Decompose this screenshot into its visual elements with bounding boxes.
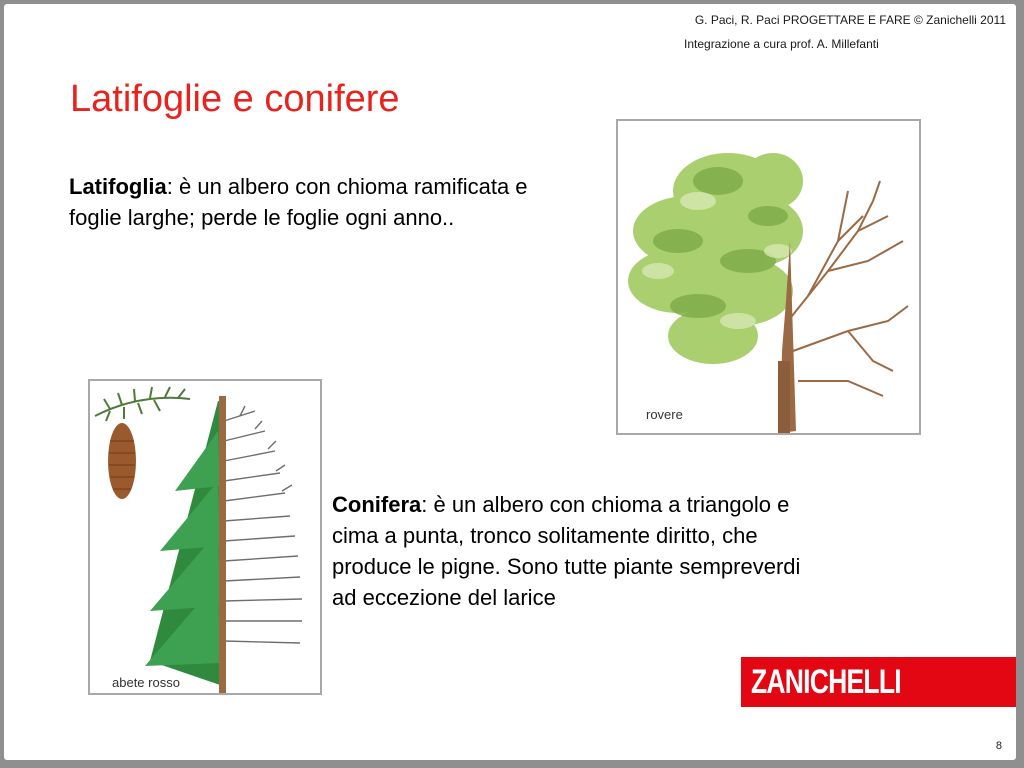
rovere-caption: rovere xyxy=(646,407,683,422)
zanichelli-logo-text: ZANICHELLI xyxy=(751,663,901,701)
latifoglia-paragraph xyxy=(69,171,569,233)
abete-caption: abete rosso xyxy=(112,675,180,690)
latifoglia-term: Latifoglia xyxy=(69,174,167,199)
slide xyxy=(4,4,1016,760)
rovere-image xyxy=(616,119,921,435)
integration-line: Integrazione a cura prof. A. Millefanti xyxy=(684,37,879,51)
page-number: 8 xyxy=(995,740,1002,752)
conifera-text: : è un albero con chioma a triangolo e cima a punta, tronco solitamente diritto, che produce le pigne. Sono tutte piante sempreverdi ad eccezione del larice xyxy=(332,492,801,610)
conifera-term: Conifera xyxy=(332,492,422,517)
credit-line: G. Paci, R. Paci PROGETTARE E FARE © Zanichelli 2011 xyxy=(694,13,1006,27)
rovere-illustration xyxy=(618,121,919,433)
zanichelli-logo xyxy=(741,657,1016,707)
abete-illustration xyxy=(90,381,320,693)
slide-title: Latifoglie e conifere xyxy=(70,78,400,120)
conifera-paragraph xyxy=(332,489,812,613)
abete-image xyxy=(88,379,322,695)
latifoglia-text: : è un albero con chioma ramificata e foglie larghe; perde le foglie ogni anno.. xyxy=(69,174,528,230)
